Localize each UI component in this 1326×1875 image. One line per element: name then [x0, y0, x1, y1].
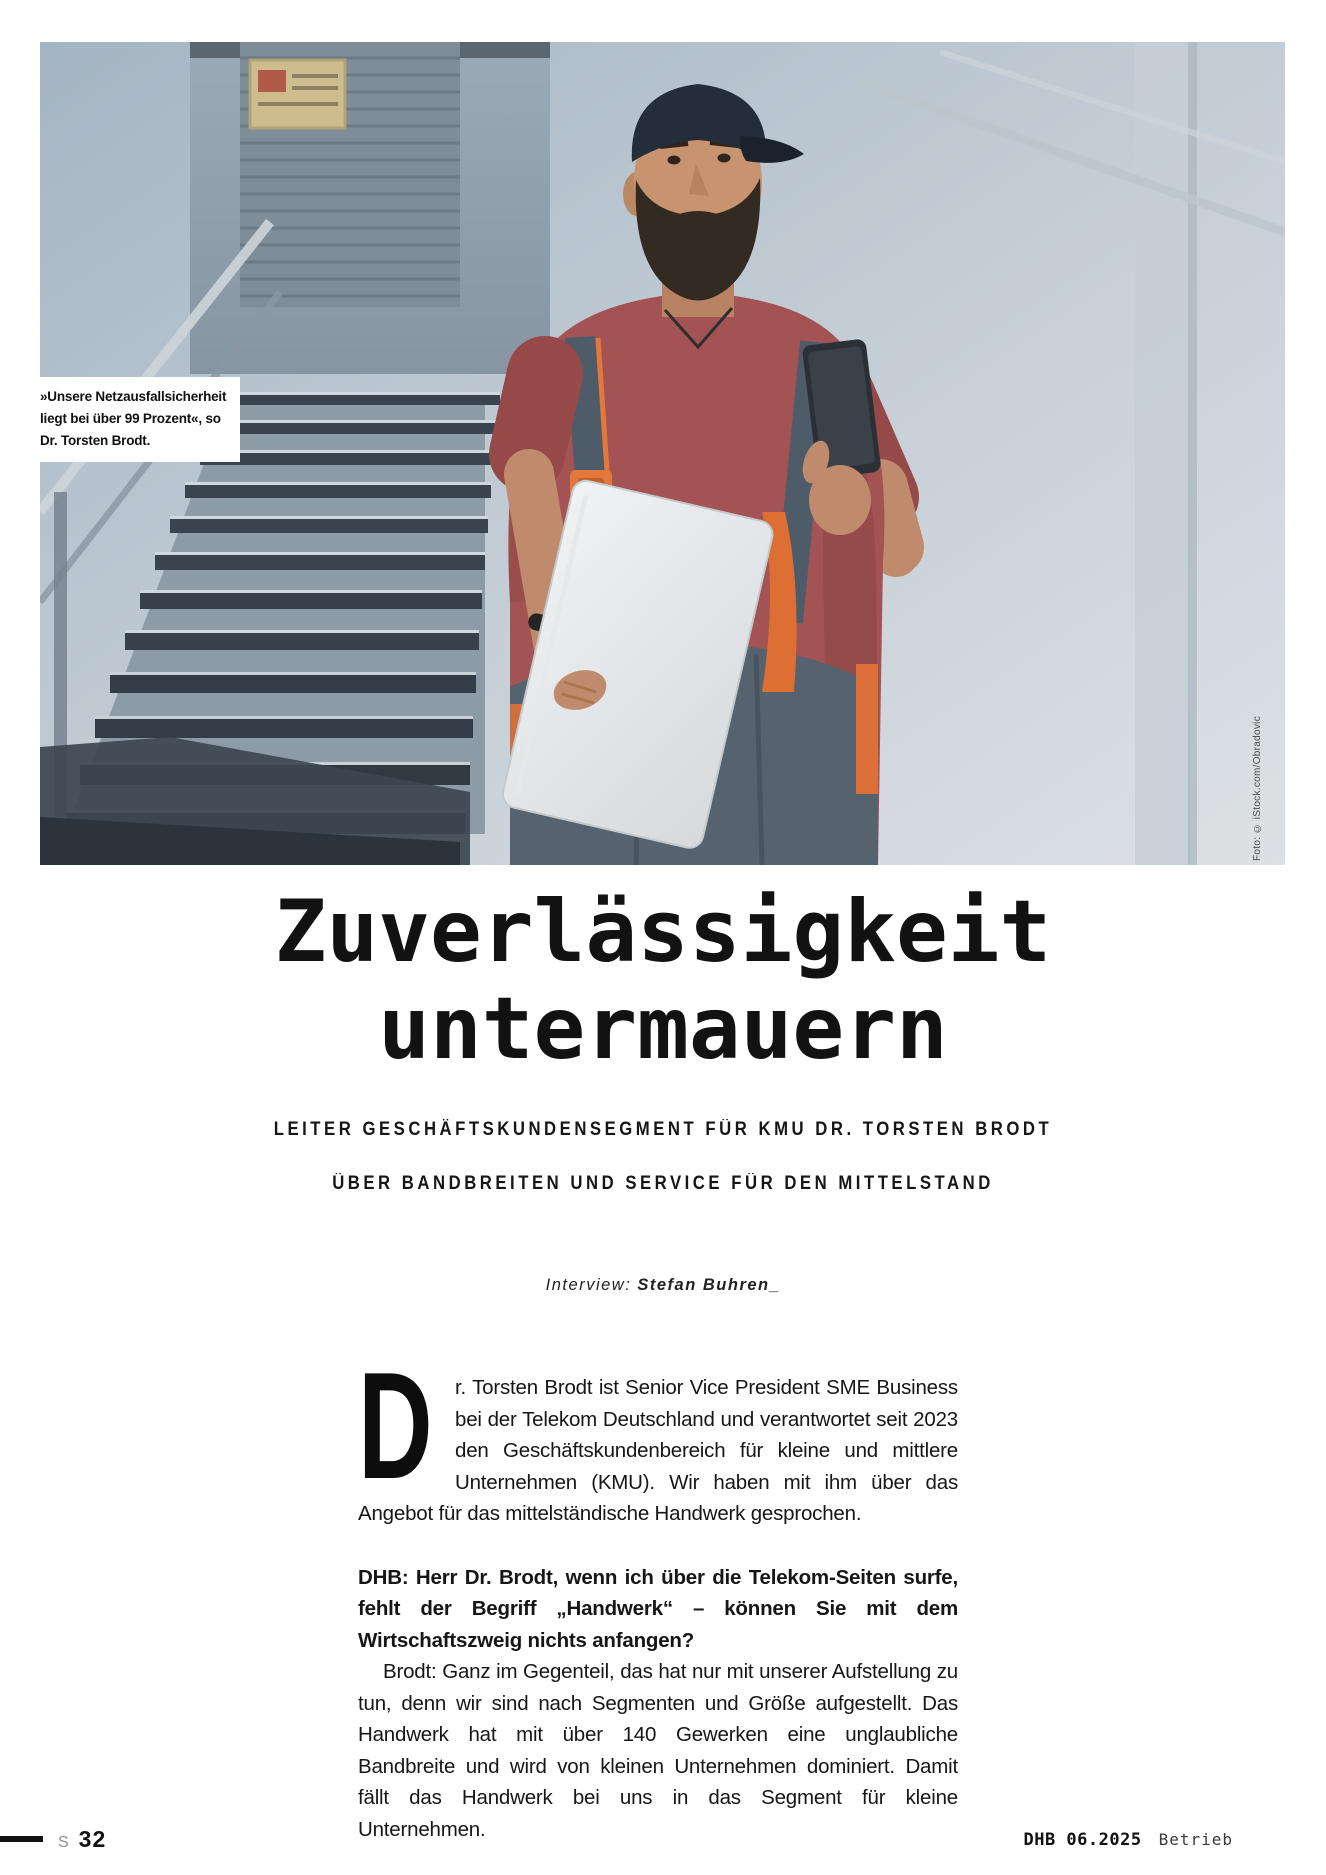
article-subtitle-line: LEITER GESCHÄFTSKUNDENSEGMENT FÜR KMU DR. TORSTEN BRODT	[273, 1119, 1053, 1140]
footer-issue: DHB 06.2025	[1023, 1830, 1142, 1850]
photo-caption-line: Dr. Torsten Brodt.	[40, 433, 151, 448]
interview-question: DHB: Herr Dr. Brodt, wenn ich über die Telekom-Seiten surfe, fehlt der Begriff „Handwerk“ – können Sie mit dem Wirtschaftszweig nichts anfangen?	[358, 1565, 958, 1652]
interview-label: Interview:	[545, 1276, 638, 1294]
intro-paragraph	[358, 1341, 958, 1530]
drop-cap-letter: D	[358, 1341, 433, 1511]
photo-caption	[0, 377, 240, 462]
footer-page-prefix: S	[58, 1834, 70, 1851]
article-body	[358, 1341, 958, 1845]
article-title	[0, 884, 1326, 1078]
article-title-line: untermauern	[378, 979, 948, 1079]
footer-issue-section	[1023, 1830, 1233, 1850]
photo-caption-line: liegt bei über 99 Prozent«, so	[40, 411, 221, 426]
article-subtitle-line: ÜBER BANDBREITEN UND SERVICE FÜR DEN MITTELSTAND	[332, 1173, 994, 1194]
footer-page	[58, 1826, 106, 1853]
footer-page-number: 32	[78, 1826, 107, 1852]
drop-cap	[358, 1341, 455, 1511]
interview-author: Stefan Buhren_	[637, 1276, 781, 1294]
photo-caption-line: »Unsere Netzausfallsicherheit	[40, 389, 227, 404]
article-subtitle	[0, 1103, 1326, 1211]
footer-section: Betrieb	[1158, 1830, 1233, 1849]
article-title-line: Zuverlässigkeit	[274, 882, 1052, 982]
intro-text: r. Torsten Brodt ist Senior Vice President SME Business bei der Telekom Deutschland und verantwortet seit 2023 den Geschäftskundenbereich für kleine und mittlere Unternehmen (KMU). Wir haben mit ihm über das Angebot für das mittelständische Handwerk gesprochen.	[358, 1376, 958, 1525]
photo-credit: Foto: © iStock.com/Obradovic	[1252, 715, 1263, 861]
interview-credit	[0, 1276, 1326, 1295]
footer-rule	[0, 1836, 43, 1842]
interview-answer: Brodt: Ganz im Gegenteil, das hat nur mit unserer Aufstellung zu tun, denn wir sind nach Segmenten und Größe aufgestellt. Das Handwerk hat mit über 140 Gewerken eine unglaubliche Bandbreite und wird von kleinen Unternehmen dominiert. Damit fällt das Handwerk bei uns in das Segment für kleine Unternehmen.	[358, 1660, 958, 1841]
